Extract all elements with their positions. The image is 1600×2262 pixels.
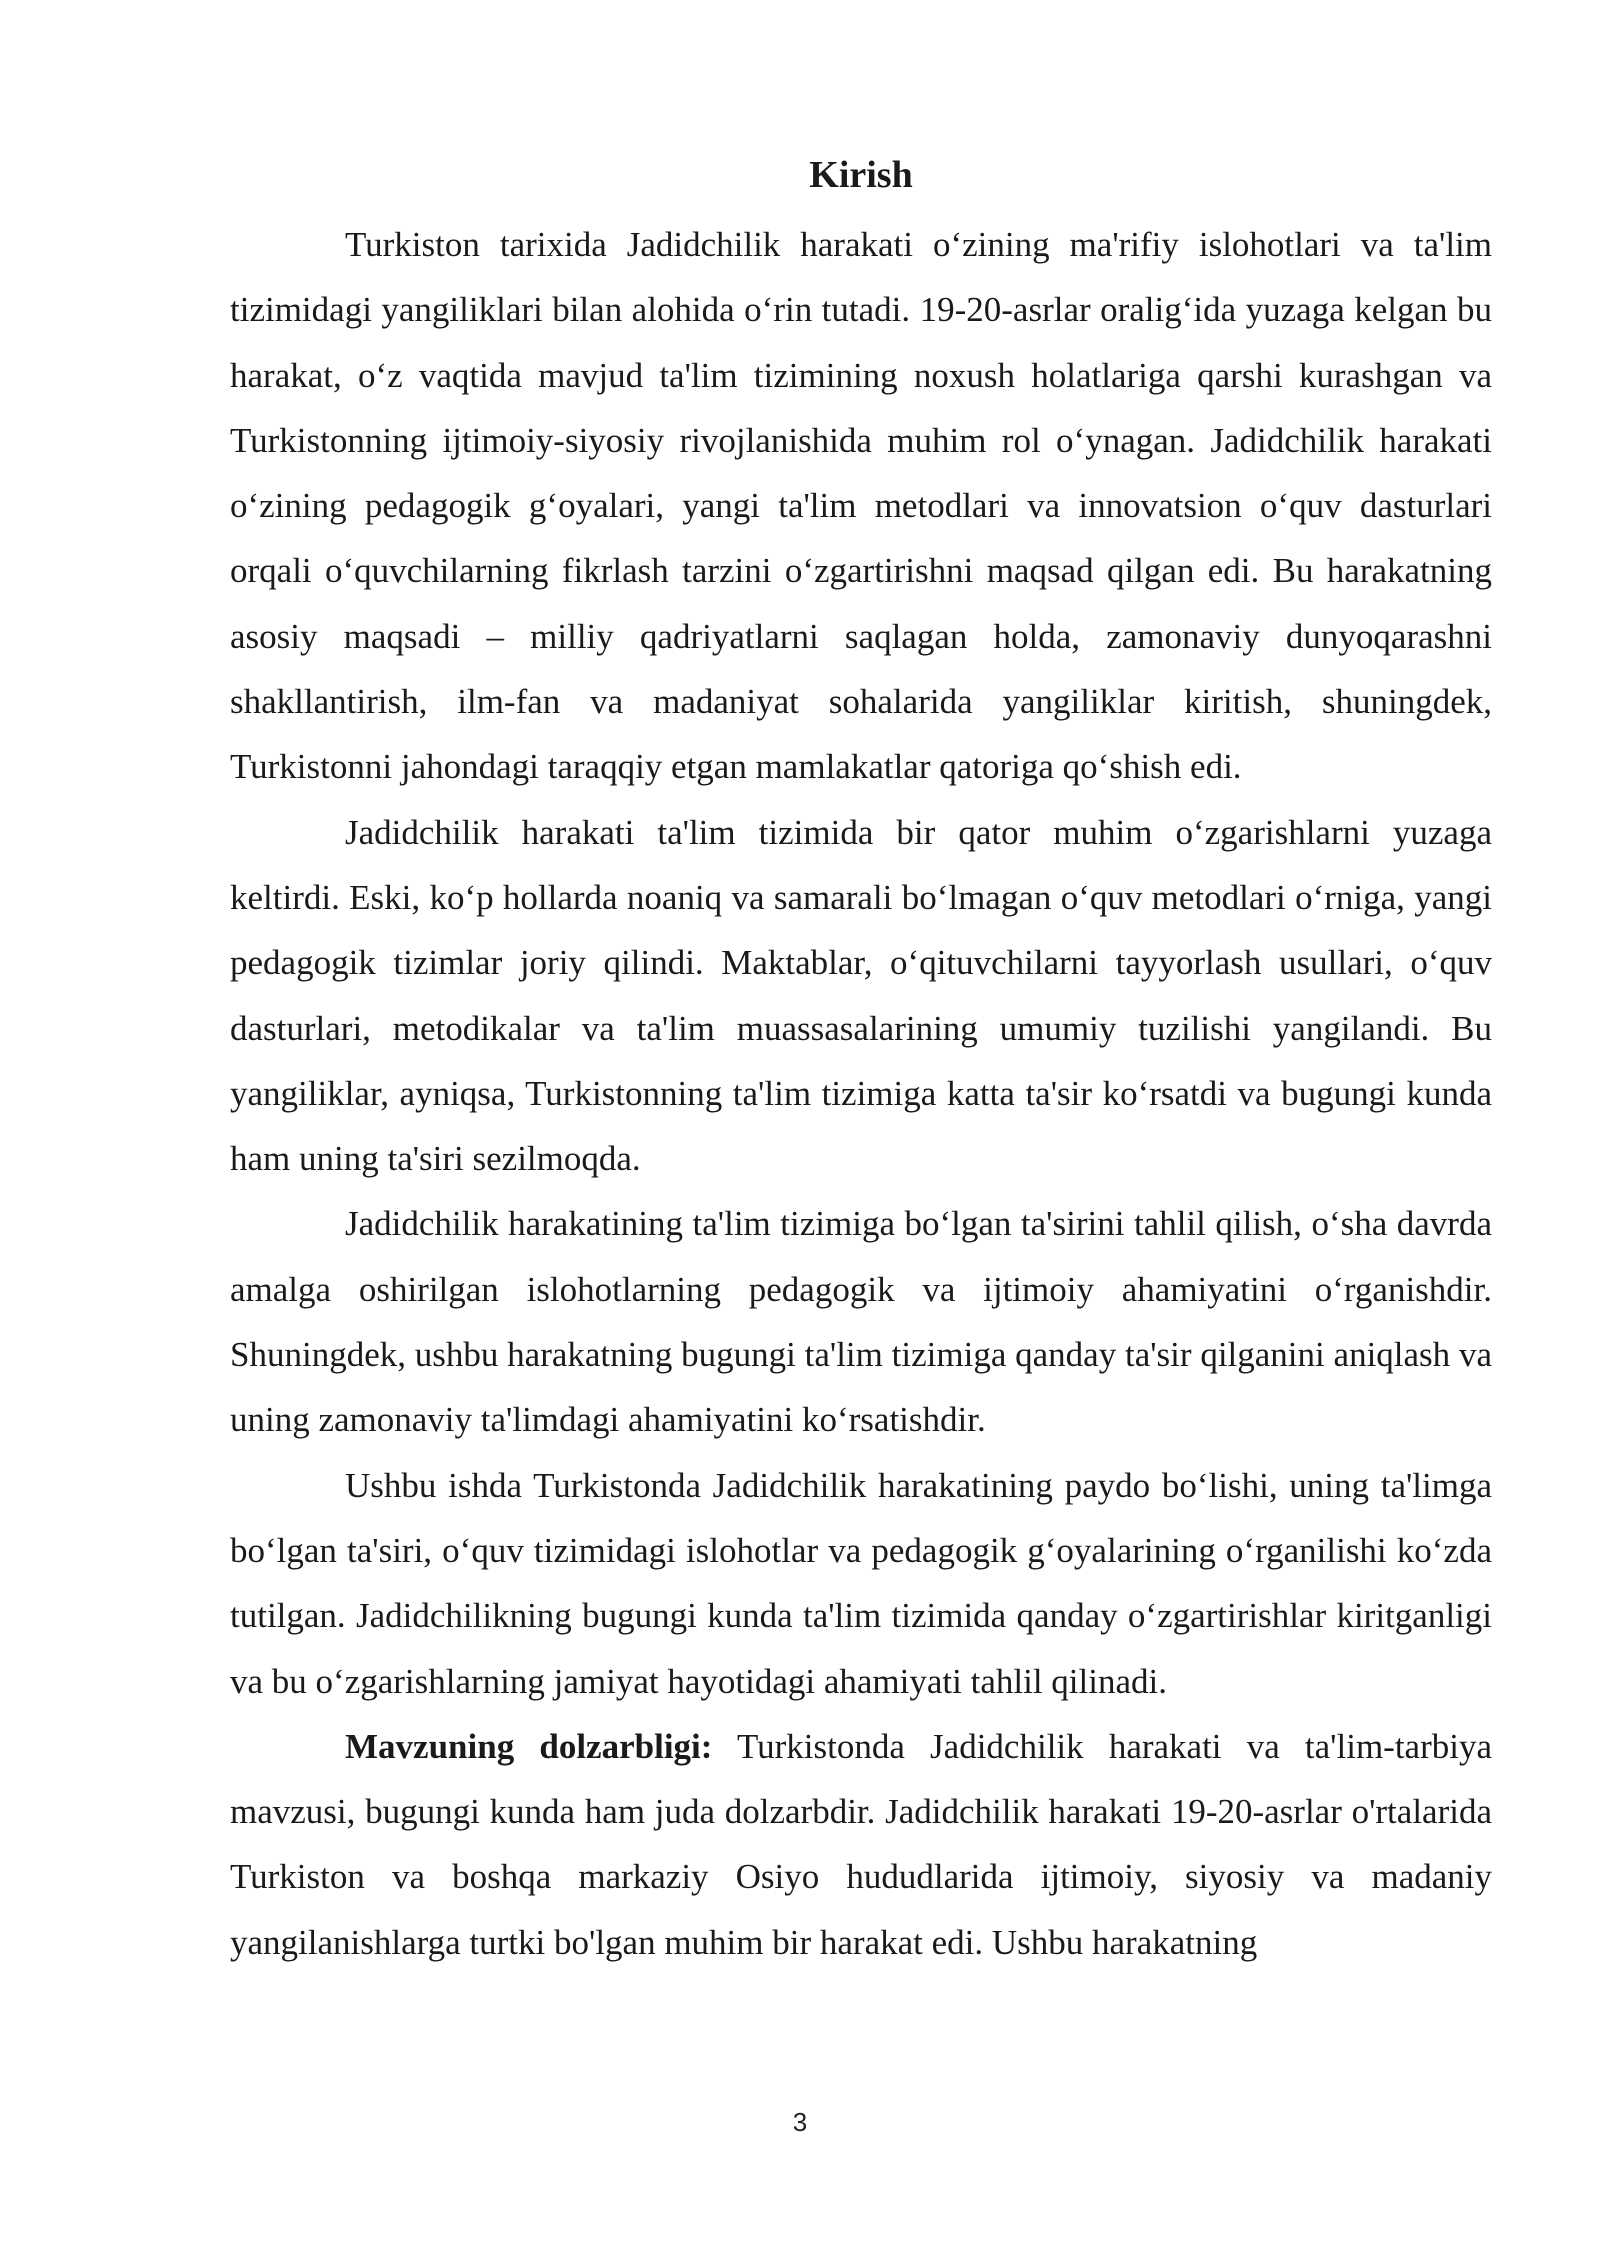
section-heading: Kirish: [809, 154, 913, 196]
relevance-label: Mavzuning dolzarbligi:: [345, 1726, 713, 1766]
paragraph-analysis: Jadidchilik harakatining ta'lim tizimiga bo‘lgan ta'sirini tahlil qilish, o‘sha davrda amalga oshirilgan islohotlarning pedagogik va ijtimoiy ahamiyatini o‘rganishdir. Shuningdek, ushbu harakatning bugungi ta'lim tizimiga qanday ta'sir qilganini aniqlash va uning zamonaviy ta'limdagi ahamiyatini ko‘rsatishdir.: [230, 1204, 1492, 1440]
paragraph-relevance: [230, 1714, 1492, 1975]
page-content: [230, 148, 1492, 1975]
relevance-text: Turkistonda Jadidchilik harakati va ta'lim-tarbiya mavzusi, bugungi kunda ham juda dolzarbdir. Jadidchilik harakati 19-20-asrlar o'rtalarida Turkiston va boshqa markaziy Osiyo hududlarida ijtimoiy, siyosiy va madaniy yangilanishlarga turtki bo'lgan muhim bir harakat edi. Ushbu harakatning: [230, 1726, 1492, 1962]
page-number: 3: [792, 2107, 808, 2137]
paragraph-changes: Jadidchilik harakati ta'lim tizimida bir qator muhim o‘zgarishlarni yuzaga keltirdi. Eski, ko‘p hollarda noaniq va samarali bo‘lmagan o‘quv metodlari o‘rniga, yangi pedagogik tizimlar joriy qilindi. Maktablar, o‘qituvchilarni tayyorlash usullari, o‘quv dasturlari, metodikalar va ta'lim muassasalarining umumiy tuzilishi yangilandi. Bu yangiliklar, ayniqsa, Turkistonning ta'lim tizimiga katta ta'sir ko‘rsatdi va bugungi kunda ham uning ta'siri sezilmoqda.: [230, 812, 1492, 1179]
paragraph-scope: Ushbu ishda Turkistonda Jadidchilik harakatining paydo bo‘lishi, uning ta'limga bo‘lgan ta'siri, o‘quv tizimidagi islohotlar va pedagogik g‘oyalarining o‘rganilishi ko‘zda tutilgan. Jadidchilikning bugungi kunda ta'lim tizimida qanday o‘zgartirishlar kiritganligi va bu o‘zgarishlarning jamiyat hayotidagi ahamiyati tahlil qilinadi.: [230, 1465, 1492, 1701]
paragraph-intro: Turkiston tarixida Jadidchilik harakati o‘zining ma'rifiy islohotlari va ta'lim tizimidagi yangiliklari bilan alohida o‘rin tutadi. 19-20-asrlar oralig‘ida yuzaga kelgan bu harakat, o‘z vaqtida mavjud ta'lim tizimining noxush holatlariga qarshi kurashgan va Turkistonning ijtimoiy-siyosiy rivojlanishida muhim rol o‘ynagan. Jadidchilik harakati o‘zining pedagogik g‘oyalari, yangi ta'lim metodlari va innovatsion o‘quv dasturlari orqali o‘quvchilarning fikrlash tarzini o‘zgartirishni maqsad qilgan edi. Bu harakatning asosiy maqsadi – milliy qadriyatlarni saqlagan holda, zamonaviy dunyoqarashni shakllantirish, ilm-fan va madaniyat sohalarida yangiliklar kiritish, shuningdek, Turkistonni jahondagi taraqqiy etgan mamlakatlar qatoriga qo‘shish edi.: [230, 225, 1492, 787]
